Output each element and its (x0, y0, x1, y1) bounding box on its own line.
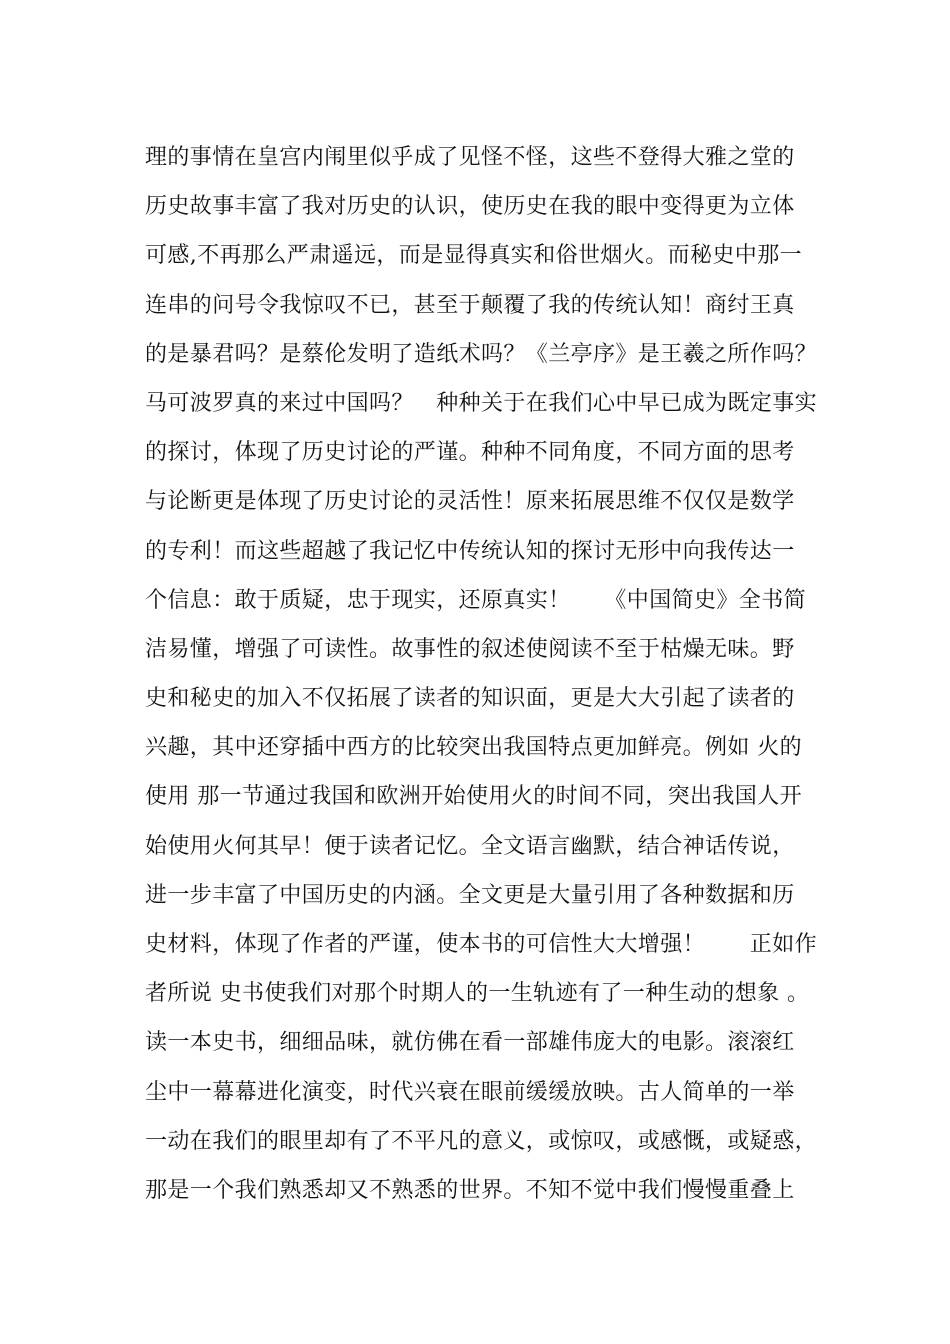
text-line: 进一步丰富了中国历史的内涵。全文更是大量引用了各种数据和历 (145, 882, 795, 908)
text-line: 的专利！而这些超越了我记忆中传统认知的探讨无形中向我传达一 (145, 538, 795, 564)
text-line: 一动在我们的眼里却有了不平凡的意义，或惊叹，或感慨，或疑惑， (145, 1128, 818, 1154)
text-line: 那是一个我们熟悉却又不熟悉的世界。不知不觉中我们慢慢重叠上 (145, 1177, 795, 1203)
body-text (145, 133, 845, 1215)
text-line: 使用 那一节通过我国和欧洲开始使用火的时间不同，突出我国人开 (145, 784, 802, 810)
text-line: 尘中一幕幕进化演变，时代兴衰在眼前缓缓放映。古人简单的一举 (145, 1079, 795, 1105)
text-line: 史和秘史的加入不仅拓展了读者的知识面，更是大大引起了读者的 (145, 686, 795, 712)
text-line: 始使用火何其早！便于读者记忆。全文语言幽默，结合神话传说， (145, 833, 795, 859)
text-line: 可感,不再那么严肃遥远，而是显得真实和俗世烟火。而秘史中那一 (145, 243, 802, 269)
text-line: 读一本史书，细细品味，就仿佛在看一部雄伟庞大的电影。滚滚红 (145, 1030, 795, 1056)
text-line: 个信息：敢于质疑，忠于现实，还原真实！ 《中国简史》全书简 (145, 587, 807, 613)
text-line: 理的事情在皇宫内闱里似乎成了见怪不怪，这些不登得大雅之堂的 (145, 145, 795, 170)
text-line: 兴趣，其中还穿插中西方的比较突出我国特点更加鲜亮。例如 火的 (145, 735, 802, 761)
text-line: 历史故事丰富了我对历史的认识，使历史在我的眼中变得更为立体 (145, 194, 795, 220)
text-line: 史材料，体现了作者的严谨，使本书的可信性大大增强！ 正如作 (145, 932, 818, 957)
text-line: 的是暴君吗？是蔡伦发明了造纸术吗？《兰亭序》是王羲之所作吗？ (145, 341, 818, 367)
text-line: 与论断更是体现了历史讨论的灵活性！原来拓展思维不仅仅是数学 (145, 489, 795, 515)
text-line: 的探讨，体现了历史讨论的严谨。种种不同角度，不同方面的思考 (145, 440, 795, 466)
text-line: 连串的问号令我惊叹不已，甚至于颠覆了我的传统认知！商纣王真 (145, 292, 795, 318)
text-line: 马可波罗真的来过中国吗？ 种种关于在我们心中早已成为既定事实 (145, 390, 818, 416)
text-line: 洁易懂，增强了可读性。故事性的叙述使阅读不至于枯燥无味。野 (145, 636, 795, 662)
text-line: 者所说 史书使我们对那个时期人的一生轨迹有了一种生动的想象 。 (145, 981, 810, 1007)
